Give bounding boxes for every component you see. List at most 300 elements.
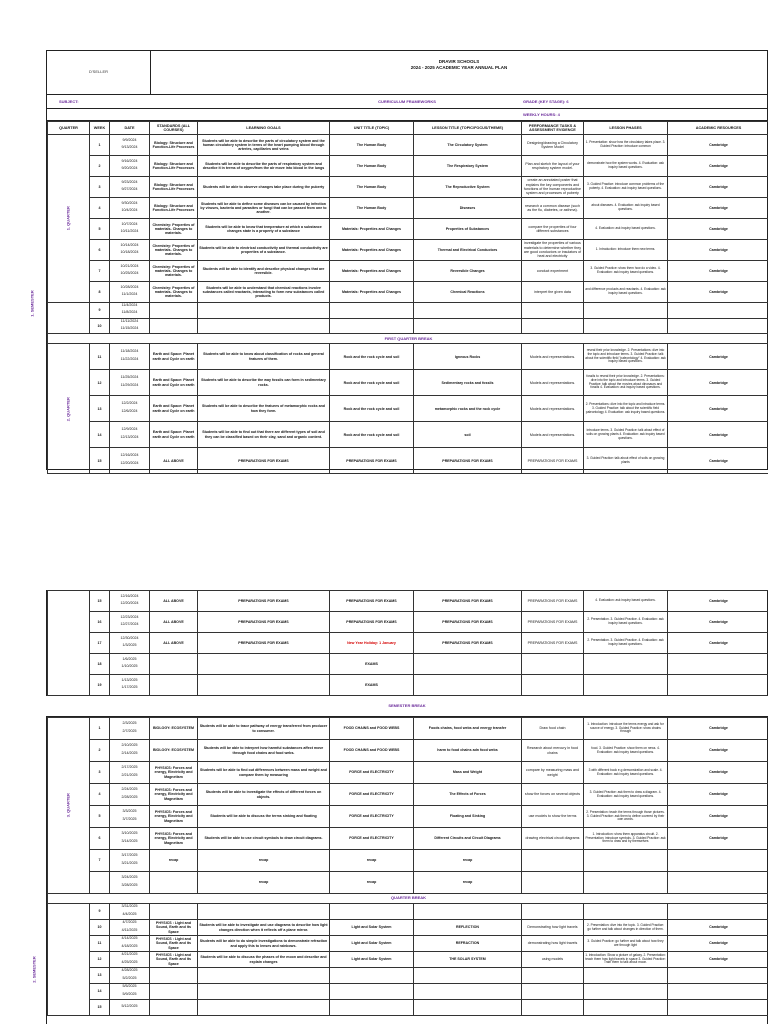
week-cell: 2 xyxy=(90,740,110,762)
date-text: 11/22/2024 xyxy=(120,356,139,361)
resource-cell: Cambridge xyxy=(668,370,768,396)
resource-cell: Cambridge xyxy=(668,240,768,261)
resource-cell: Cambridge xyxy=(668,282,768,303)
lesson-phases-cell: food. 3. Guided Practice: show them on news. 4. Evaluation: ask inquiry based questions. xyxy=(584,740,668,762)
standard-cell: BIOLOGY: ECOSYSTEM xyxy=(150,740,198,762)
unit-title-cell: recap xyxy=(330,872,414,894)
lesson-title-cell: Diseases xyxy=(414,198,522,219)
plan-page-1 xyxy=(29,50,768,470)
date-cell xyxy=(110,422,150,448)
resource-cell: Cambridge xyxy=(668,633,768,654)
table-row xyxy=(48,612,768,633)
resource-cell xyxy=(668,1000,768,1016)
learning-goal-cell: recap xyxy=(198,872,330,894)
learning-goal-cell: Students will be able to find out that there are different types of soil and they can be classified based on their clay, sand and organic content. xyxy=(198,422,330,448)
resource-cell xyxy=(668,318,768,334)
quarter-cell xyxy=(48,904,90,1016)
lesson-phases-cell: 1. Introduction: Show a picture of galaxy. 2. Presentation: teach them how light travels in space 3. Guided Practice: Train them to talk about moon. xyxy=(584,952,668,968)
resource-cell: Cambridge xyxy=(668,591,768,612)
standard-cell: PHYSICS: Forces and energy, Electricity and Magnetism xyxy=(150,784,198,806)
table-row xyxy=(48,303,768,319)
unit-title-cell: PREPARATIONS FOR EXAMS xyxy=(330,448,414,474)
standard-cell: Earth and Space: Planet earth and Cycle on earth xyxy=(150,396,198,422)
date-text: 12/16/2024 xyxy=(120,593,139,598)
document-header xyxy=(47,51,767,95)
date-text: 10/25/2024 xyxy=(120,271,139,275)
performance-task-cell xyxy=(522,872,584,894)
table-row xyxy=(48,219,768,240)
standard-cell: Chemistry: Properties of materials- Changes to materials. xyxy=(150,261,198,282)
standard-cell: BIOLOGY: ECOSYSTEM xyxy=(150,718,198,740)
date-text: 3/14/2025 xyxy=(121,838,138,843)
lesson-title-cell: Sedimentary rocks and fossils xyxy=(414,370,522,396)
date-cell xyxy=(110,1000,150,1016)
learning-goal-cell: Students will be able to use circuit symbols to draw circuit diagrams. xyxy=(198,828,330,850)
resource-cell: Cambridge xyxy=(668,920,768,936)
resource-cell: Cambridge xyxy=(668,261,768,282)
performance-task-cell: interpret the given data xyxy=(522,282,584,303)
learning-goal-cell: Students will be able to observe changes take place during the puberty xyxy=(198,177,330,198)
table-row xyxy=(48,198,768,219)
week-cell: 2 xyxy=(90,156,110,177)
lesson-title-cell: The Reproductive System xyxy=(414,177,522,198)
learning-goal-cell: Students will be able to electrical conductivity and thermal conductivity are properties of a substance. xyxy=(198,240,330,261)
date-text: 11/29/2024 xyxy=(120,382,139,387)
plan-table-q1q2 xyxy=(47,121,768,474)
unit-title-cell: FORCE and ELECTRICITY xyxy=(330,828,414,850)
column-header: LEARNING GOALS xyxy=(198,122,330,135)
week-cell: 19 xyxy=(90,675,110,696)
table-row xyxy=(48,872,768,894)
date-cell xyxy=(110,240,150,261)
quarter-cell xyxy=(48,135,90,303)
performance-task-cell: Designing/drawing a Circulatory System Model xyxy=(522,135,584,156)
date-text: 11/4/2024 xyxy=(121,303,138,307)
unit-title-cell: FORCE and ELECTRICITY xyxy=(330,762,414,784)
table-row xyxy=(48,920,768,936)
table-row xyxy=(48,282,768,303)
lesson-title-cell: Thermal and Electrical Conductors xyxy=(414,240,522,261)
date-text: 2/17/2025 xyxy=(121,765,138,770)
date-text: 5/2/2025 xyxy=(122,975,137,980)
date-cell xyxy=(110,718,150,740)
performance-task-cell xyxy=(522,850,584,872)
table-row xyxy=(48,422,768,448)
lesson-title-cell: THE SOLAR SYSTEM xyxy=(414,952,522,968)
standard-cell: Earth and Space: Planet earth and Cycle on earth xyxy=(150,344,198,370)
learning-goal-cell xyxy=(198,318,330,334)
lesson-phases-cell: 4. Evaluation: ask inquiry based questions. xyxy=(584,591,668,612)
date-cell xyxy=(110,633,150,654)
resource-cell: Cambridge xyxy=(668,219,768,240)
lesson-title-cell: Floating and Sinking xyxy=(414,806,522,828)
standard-cell xyxy=(150,675,198,696)
date-cell xyxy=(110,591,150,612)
quarter-label: 3. QUARTER xyxy=(65,793,71,818)
column-header: WEEK xyxy=(90,122,110,135)
date-text: 5/9/2025 xyxy=(122,991,137,996)
week-cell: 9 xyxy=(90,904,110,920)
learning-goal-cell: Students will be able to discuss the phases of the moon and describe and explain changes xyxy=(198,952,330,968)
quarter-cell xyxy=(48,591,90,696)
lesson-title-cell: Foods chains, food webs and energy transfer xyxy=(414,718,522,740)
date-cell xyxy=(110,318,150,334)
learning-goal-cell: Students will be able to describe the features of metamorphic rocks and how they form. xyxy=(198,396,330,422)
quarter-label: 2. QUARTER xyxy=(65,396,71,421)
lesson-phases-cell xyxy=(584,872,668,894)
standard-cell: PHYSICS : Light and Sound, Earth and its Space xyxy=(150,920,198,936)
column-header: STANDARDS (ALL COURSES) xyxy=(150,122,198,135)
lesson-phases-cell: 1. Presentation: show how the circulatory takes place. 3. Guided Practice: introduce common xyxy=(584,135,668,156)
date-text: 11/8/2024 xyxy=(121,310,138,315)
standard-cell xyxy=(150,904,198,920)
plan-table-q3q4 xyxy=(47,717,768,1016)
learning-goal-cell: Students will be able to interpret how harmful substances affect move through food chains and food webs. xyxy=(198,740,330,762)
week-cell: 6 xyxy=(90,240,110,261)
curriculum-frameworks-label: CURRICULUM FRAMEWORKS xyxy=(378,99,436,104)
resource-cell: Cambridge xyxy=(668,344,768,370)
unit-title-cell: Rock and the rock cycle and soil xyxy=(330,396,414,422)
lesson-phases-cell: about diseases. 4. Evaluation: ask inquiry based questions. xyxy=(584,198,668,219)
date-text: 3/24/2025 xyxy=(121,875,138,880)
column-header: DATE xyxy=(110,122,150,135)
performance-task-cell: demonstrating how light travels xyxy=(522,936,584,952)
date-text: 10/18/2024 xyxy=(120,250,139,254)
table-row xyxy=(48,740,768,762)
date-text: 2/21/2025 xyxy=(121,772,138,777)
date-cell xyxy=(110,198,150,219)
resource-cell: Cambridge xyxy=(668,828,768,850)
performance-task-cell: Demonstrating how light travels xyxy=(522,920,584,936)
performance-task-cell: using models xyxy=(522,952,584,968)
date-text: 5/12/2025 xyxy=(121,1003,138,1008)
lesson-title-cell: REFRACTION xyxy=(414,936,522,952)
unit-title-cell xyxy=(330,904,414,920)
table-row xyxy=(48,633,768,654)
date-text: 12/30/2024 xyxy=(120,635,139,640)
resource-cell: Cambridge xyxy=(668,422,768,448)
resource-cell: Cambridge xyxy=(668,135,768,156)
unit-title-cell: Rock and the rock cycle and soil xyxy=(330,422,414,448)
date-text: 2/10/2025 xyxy=(121,743,138,748)
table-row xyxy=(48,1000,768,1016)
semester-break-label: SEMESTER BREAK xyxy=(388,703,426,708)
resource-cell: Cambridge xyxy=(668,762,768,784)
week-cell: 12 xyxy=(90,952,110,968)
standard-cell: Chemistry: Properties of materials- Changes to materials. xyxy=(150,282,198,303)
unit-title-cell: Materials: Properties and Changes xyxy=(330,240,414,261)
resource-cell xyxy=(668,303,768,319)
performance-task-cell: use models to show the terms xyxy=(522,806,584,828)
lesson-title-cell: recap xyxy=(414,872,522,894)
unit-title-cell: Light and Solar System xyxy=(330,920,414,936)
learning-goal-cell xyxy=(198,1000,330,1016)
resource-cell: Cambridge xyxy=(668,740,768,762)
unit-title-cell: Materials: Properties and Changes xyxy=(330,261,414,282)
column-header: LESSON TITLE (TOPIC/FOCUS/THEME) xyxy=(414,122,522,135)
performance-task-cell: PREPARATIONS FOR EXAMS xyxy=(522,633,584,654)
week-cell: 4 xyxy=(90,198,110,219)
performance-task-cell: PREPARATIONS FOR EXAMS xyxy=(522,448,584,474)
resource-cell xyxy=(668,675,768,696)
lesson-title-cell xyxy=(414,654,522,675)
week-cell: 11 xyxy=(90,936,110,952)
learning-goal-cell xyxy=(198,675,330,696)
date-text: 2/3/2025 xyxy=(122,721,137,726)
resource-cell: Cambridge xyxy=(668,718,768,740)
lesson-phases-cell: and difference products and reactants. 4. Evaluation: ask inquiry based questions. xyxy=(584,282,668,303)
date-text: 2/14/2025 xyxy=(121,750,138,755)
date-text: 11/18/2024 xyxy=(120,349,139,354)
table-row xyxy=(48,135,768,156)
week-cell: 7 xyxy=(90,261,110,282)
date-text: 3/31/2025 xyxy=(121,904,138,909)
date-text: 10/21/2024 xyxy=(120,263,139,268)
lesson-title-cell xyxy=(414,303,522,319)
lesson-title-cell: PREPARATIONS FOR EXAMS xyxy=(414,591,522,612)
date-text: 1/6/2025 xyxy=(122,656,137,661)
learning-goal-cell: Students will be able to understand that chemical reactions involve substances called reactants, interacting to form new substances called products. xyxy=(198,282,330,303)
date-cell xyxy=(110,135,150,156)
lesson-title-cell: recap xyxy=(414,850,522,872)
table-row xyxy=(48,156,768,177)
learning-goal-cell: Students will be able to identify and describe physical changes that are reversible. xyxy=(198,261,330,282)
week-cell: 1 xyxy=(90,718,110,740)
date-text: 2/24/2025 xyxy=(121,787,138,792)
lesson-title-cell: Reversible Changes xyxy=(414,261,522,282)
table-row xyxy=(48,240,768,261)
resource-cell: Cambridge xyxy=(668,177,768,198)
date-text: 1/13/2025 xyxy=(121,677,138,682)
resource-cell: Cambridge xyxy=(668,396,768,422)
lesson-phases-cell: 1. Introduction: introduce them new terms. xyxy=(584,240,668,261)
week-cell: 3 xyxy=(90,762,110,784)
table-row xyxy=(48,675,768,696)
learning-goal-cell: PREPARATIONS FOR EXAMS xyxy=(198,448,330,474)
date-text: 11/25/2024 xyxy=(120,375,139,380)
date-text: 1/10/2025 xyxy=(121,664,138,668)
lesson-phases-cell xyxy=(584,1000,668,1016)
date-text: 4/11/2025 xyxy=(121,927,138,932)
date-text: 12/2/2024 xyxy=(121,401,138,406)
lesson-phases-cell xyxy=(584,968,668,984)
date-text: 10/28/2024 xyxy=(120,284,139,289)
date-text: 10/4/2024 xyxy=(121,208,138,212)
week-cell: 5 xyxy=(90,219,110,240)
table-row xyxy=(48,984,768,1000)
learning-goal-cell: Students will be able to investigate and use diagrams to describe how light changes direction when it reflects off a plane mirror. xyxy=(198,920,330,936)
performance-task-cell: PREPARATIONS FOR EXAMS xyxy=(522,591,584,612)
resource-cell xyxy=(668,904,768,920)
weekly-hours-row xyxy=(47,109,767,121)
performance-task-cell: create an annotated poster that explains the key components and functions of the human reproductive system and processes of puberty xyxy=(522,177,584,198)
learning-goal-cell xyxy=(198,984,330,1000)
week-cell: 10 xyxy=(90,318,110,334)
standard-cell: recap xyxy=(150,850,198,872)
resource-cell xyxy=(668,968,768,984)
standard-cell: Biology: Structure and Function-Life Processes xyxy=(150,156,198,177)
lesson-title-cell: Chemical Reactions xyxy=(414,282,522,303)
lesson-phases-cell: reveal their prior knowledge. 2. Presentations: dive into the topic and introduce terms. 3. Guided Practice: talk about the scientific field "paleontology" 4. Evaluation: ask inquiry based questions. xyxy=(584,344,668,370)
standard-cell: Biology: Structure and Function-Life Processes xyxy=(150,135,198,156)
date-text: 4/25/2025 xyxy=(121,959,138,964)
lesson-phases-cell: 1. Introduction: introduce the terms energy and ask for source of energy. 3. Guided Practice: show chains through xyxy=(584,718,668,740)
date-cell xyxy=(110,920,150,936)
lesson-phases-cell: 2. Presentation. 3. Guided Practice. 4. Evaluation: ask inquiry based questions. xyxy=(584,633,668,654)
standard-cell: Chemistry: Properties of materials- Changes to materials. xyxy=(150,240,198,261)
quarter-label: 1. QUARTER xyxy=(65,206,71,231)
column-header: PERFORMANCE TASKS & ASSESSMENT EVIDENCE xyxy=(522,122,584,135)
week-cell xyxy=(90,872,110,894)
subject-label: SUBJECT: xyxy=(59,99,79,104)
date-text: 9/30/2024 xyxy=(121,200,138,205)
learning-goal-cell: Students will be able to describe the parts of respiratory system and describe it in terms of oxygen/from the air move into blood in the lungs xyxy=(198,156,330,177)
lesson-title-cell: Mass and Weight xyxy=(414,762,522,784)
performance-task-cell xyxy=(522,904,584,920)
date-cell xyxy=(110,261,150,282)
performance-task-cell xyxy=(522,984,584,1000)
learning-goal-cell xyxy=(198,303,330,319)
learning-goal-cell: Students will be able to trace pathway of energy transferred from producer to consumer. xyxy=(198,718,330,740)
performance-task-cell: Models and representations. xyxy=(522,396,584,422)
performance-task-cell: research a common disease (such as the flu, diabetes, or asthma). xyxy=(522,198,584,219)
week-cell: 1 xyxy=(90,135,110,156)
date-text: 10/14/2024 xyxy=(120,242,139,247)
unit-title-cell: The Human Body xyxy=(330,135,414,156)
standard-cell: Earth and Space: Planet earth and Cycle on earth xyxy=(150,370,198,396)
lesson-title-cell: metamorphic rocks and the rock cycle xyxy=(414,396,522,422)
table-row xyxy=(48,177,768,198)
learning-goal-cell: Students will be able to know that temperature at which a substance changes state is a property of a substance xyxy=(198,219,330,240)
week-cell: 4 xyxy=(90,784,110,806)
date-cell xyxy=(110,952,150,968)
date-text: 1/17/2025 xyxy=(121,685,138,689)
learning-goal-cell: Students will be able to define some diseases can be caused by infection by viruses, bacteria and parasites or fungi that can be passed from one to another. xyxy=(198,198,330,219)
date-cell xyxy=(110,177,150,198)
date-cell xyxy=(110,740,150,762)
learning-goal-cell: Students will be able to investigate the effects of different forces on objects. xyxy=(198,784,330,806)
date-text: 4/4/2025 xyxy=(122,911,137,916)
date-text: 3/17/2025 xyxy=(121,853,138,858)
lesson-phases-cell xyxy=(584,850,668,872)
standard-cell: ALL ABOVE xyxy=(150,612,198,633)
unit-title-cell xyxy=(330,303,414,319)
lesson-phases-cell xyxy=(584,675,668,696)
lesson-title-cell xyxy=(414,318,522,334)
table-row xyxy=(48,968,768,984)
lesson-phases-cell: fossils to reveal their prior knowledge. 2. Presentations: dive into the topic and introduce terms. 3. Guided Practice: talk about the movies about dinosaurs and fossils 4. Evaluation: ask inquiry based questions. xyxy=(584,370,668,396)
date-text: 3/28/2025 xyxy=(121,882,138,887)
unit-title-cell: recap xyxy=(330,850,414,872)
break-row xyxy=(48,894,768,904)
lesson-title-cell: harm to food chains adn food webs xyxy=(414,740,522,762)
performance-task-cell xyxy=(522,968,584,984)
lesson-phases-cell xyxy=(584,654,668,675)
quarter-cell xyxy=(48,718,90,894)
date-text: 9/27/2024 xyxy=(121,187,138,191)
date-text: 11/15/2024 xyxy=(120,325,139,330)
unit-title-cell: Rock and the rock cycle and soil xyxy=(330,370,414,396)
date-text: 4/28/2025 xyxy=(121,968,138,973)
unit-title-cell: EXAMS xyxy=(330,654,414,675)
standard-cell: ALL ABOVE xyxy=(150,591,198,612)
date-cell xyxy=(110,448,150,474)
lesson-phases-cell: 3. Guided Practice: show them how do a video. 4. Evaluation: ask inquiry based questions. xyxy=(584,261,668,282)
week-cell: 14 xyxy=(90,984,110,1000)
standard-cell xyxy=(150,303,198,319)
date-cell xyxy=(110,675,150,696)
date-text: 12/23/2024 xyxy=(120,614,139,619)
column-header: ACADEMIC RESOURCES xyxy=(668,122,768,135)
resource-cell xyxy=(668,654,768,675)
date-text: 12/9/2024 xyxy=(121,427,138,432)
resource-cell xyxy=(668,872,768,894)
week-cell: 7 xyxy=(90,850,110,872)
semester-2-label: 2. SEMESTER xyxy=(31,956,37,983)
unit-title-cell: PREPARATIONS FOR EXAMS xyxy=(330,591,414,612)
date-cell xyxy=(110,303,150,319)
unit-title-cell: FORCE and ELECTRICITY xyxy=(330,806,414,828)
unit-title-cell: Materials: Properties and Changes xyxy=(330,282,414,303)
date-text: 12/27/2024 xyxy=(120,622,139,626)
date-text: 3/10/2025 xyxy=(121,831,138,836)
date-cell xyxy=(110,654,150,675)
lesson-phases-cell: 3. Guided Practice: go further and talk about how they are through light xyxy=(584,936,668,952)
lesson-phases-cell: 3. Guided Practice: ask them to draw a diagram. 4. Evaluation: ask inquiry based questions. xyxy=(584,784,668,806)
week-cell: 15 xyxy=(90,448,110,474)
standard-cell xyxy=(150,968,198,984)
week-cell: 11 xyxy=(90,344,110,370)
resource-cell: Cambridge xyxy=(668,952,768,968)
date-cell xyxy=(110,219,150,240)
plan-title: 2024 - 2025 ACADEMIC YEAR ANNUAL PLAN xyxy=(410,65,508,70)
standard-cell: PHYSICS : Light and Sound, Earth and its Space xyxy=(150,952,198,968)
unit-title-cell: The Human Body xyxy=(330,198,414,219)
standard-cell xyxy=(150,872,198,894)
date-text: 9/13/2024 xyxy=(121,145,138,149)
date-text: 11/1/2024 xyxy=(121,292,138,296)
learning-goal-cell xyxy=(198,904,330,920)
standard-cell: PHYSICS: Forces and energy, Electricity and Magnetism xyxy=(150,762,198,784)
week-cell: 13 xyxy=(90,396,110,422)
table-row xyxy=(48,952,768,968)
date-cell xyxy=(110,396,150,422)
performance-task-cell xyxy=(522,318,584,334)
performance-task-cell: Models and representations. xyxy=(522,370,584,396)
date-cell xyxy=(110,612,150,633)
plan-page-3 xyxy=(31,703,768,1024)
lesson-phases-cell xyxy=(584,303,668,319)
date-cell xyxy=(110,806,150,828)
lesson-title-cell: soil xyxy=(414,422,522,448)
unit-title-cell: FOOD CHAINS and FOOD WEBS xyxy=(330,718,414,740)
date-cell xyxy=(110,936,150,952)
lesson-title-cell: PREPARATIONS FOR EXAMS xyxy=(414,633,522,654)
semester-1-label: 1. SEMESTER xyxy=(29,290,35,317)
resource-cell: Cambridge xyxy=(668,784,768,806)
date-cell xyxy=(110,872,150,894)
week-cell: 14 xyxy=(90,422,110,448)
plan-page-2 xyxy=(46,590,768,696)
lesson-title-cell: Properties of Substances xyxy=(414,219,522,240)
week-cell: 16 xyxy=(90,612,110,633)
grade-label: GRADE (KEY STAGE): 6 xyxy=(523,99,569,104)
unit-title-cell xyxy=(330,318,414,334)
date-cell xyxy=(110,370,150,396)
unit-title-cell: FOOD CHAINS and FOOD WEBS xyxy=(330,740,414,762)
lesson-title-cell xyxy=(414,904,522,920)
learning-goal-cell: Students will be able to know about classification of rocks and general features of them. xyxy=(198,344,330,370)
